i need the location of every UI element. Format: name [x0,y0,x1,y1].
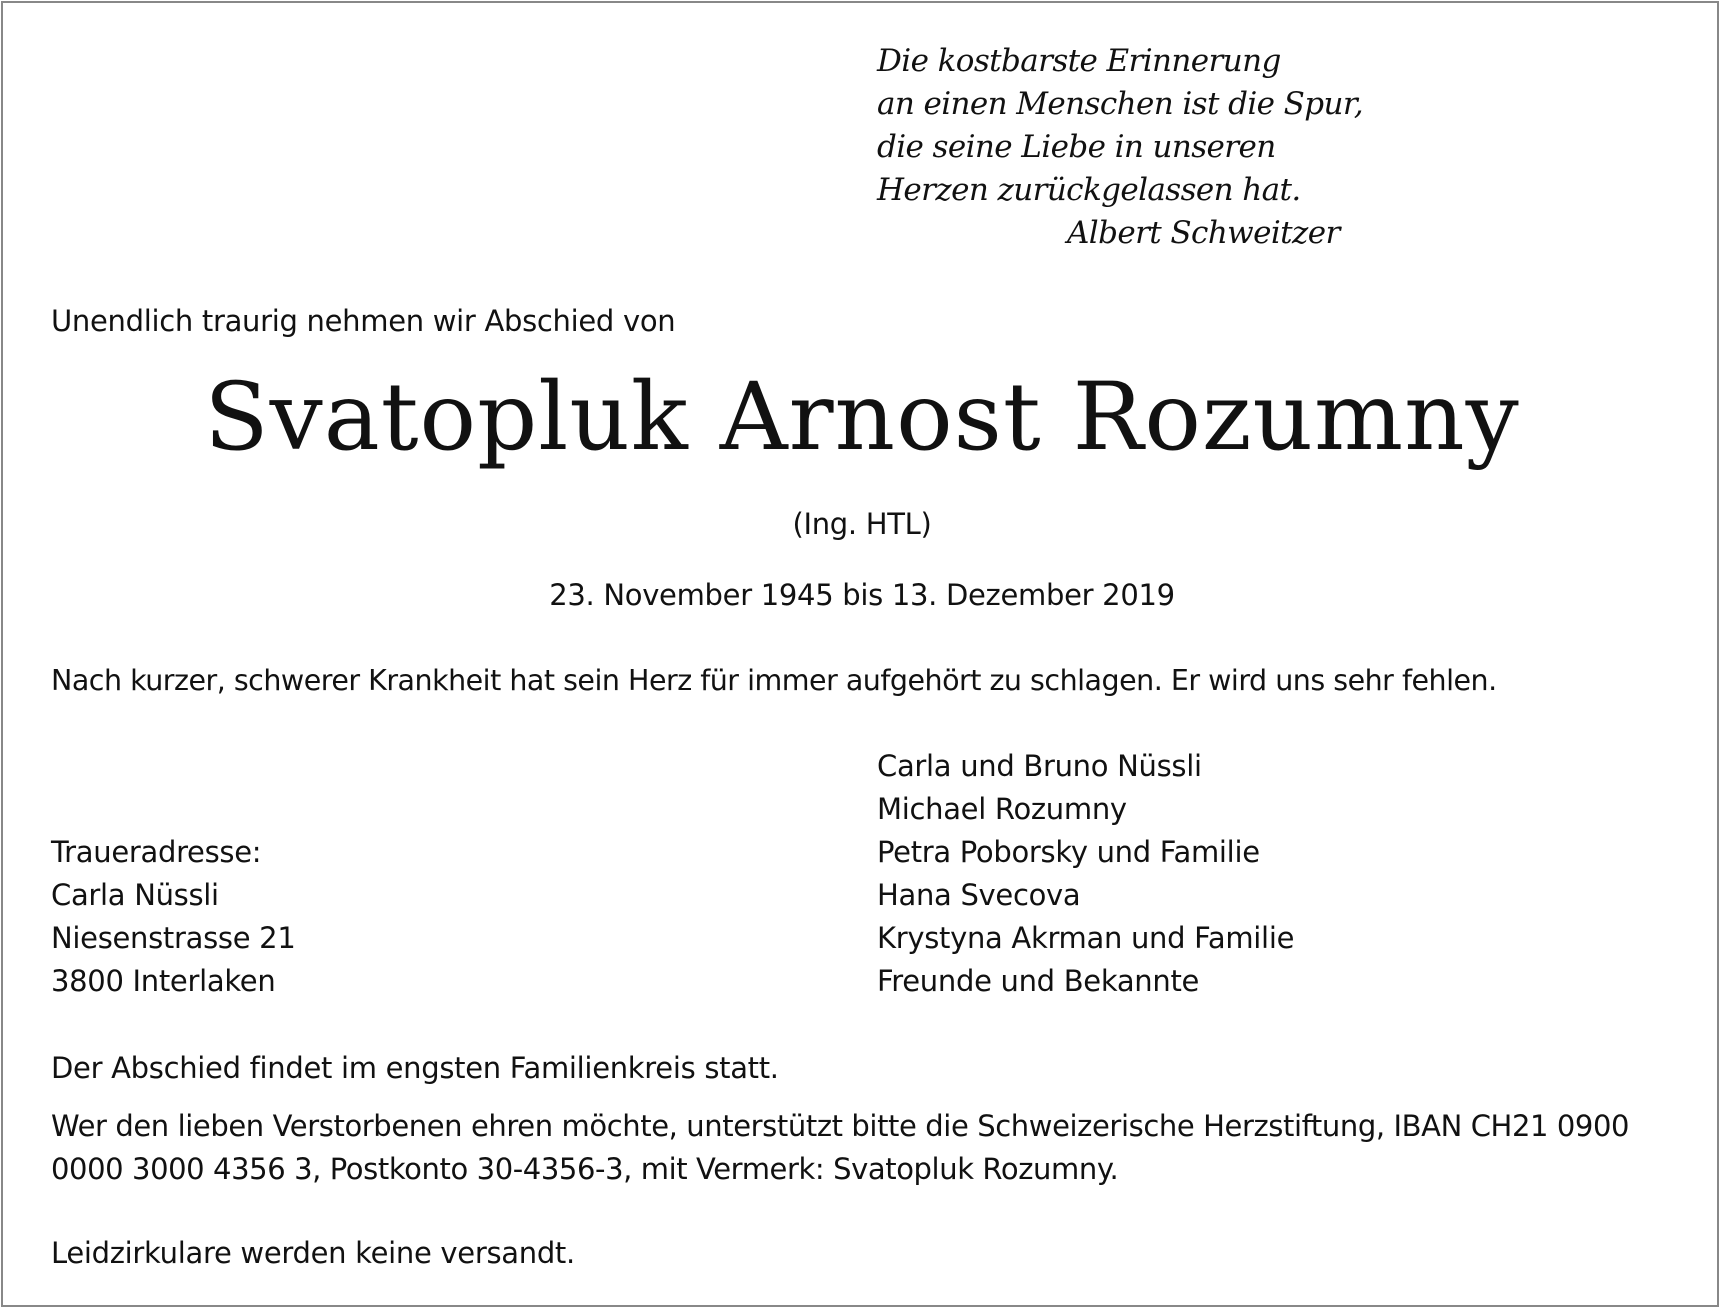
mourner-item: Hana Svecova [877,878,1081,912]
address-line: Carla Nüssli [51,878,219,912]
mourner-item: Freunde und Bekannte [877,964,1200,998]
quote-line: an einen Menschen ist die Spur, [877,86,1363,122]
address-line: Niesenstrasse 21 [51,921,296,955]
mourner-item: Petra Poborsky und Familie [877,835,1260,869]
circulars-text: Leidzirkulare werden keine versandt. [51,1236,575,1270]
mourner-item: Carla und Bruno Nüssli [877,749,1202,783]
farewell-text: Der Abschied findet im engsten Familienkreis statt. [51,1051,779,1085]
quote-block [877,40,1397,255]
quote-author: Albert Schweitzer [1067,215,1340,251]
life-dates: 23. November 1945 bis 13. Dezember 2019 [549,578,1175,612]
deceased-title: (Ing. HTL) [792,507,932,541]
mourners-list [877,745,1294,1003]
quote-line: die seine Liebe in unseren [877,129,1276,165]
mourning-address [51,831,295,1003]
donation-line: Wer den lieben Verstorbenen ehren möchte, unterstützt bitte die Schweizerische Herzstiftung, IBAN CH21 0900 [51,1109,1630,1143]
deceased-name: Svatopluk Arnost Rozumny [204,363,1520,472]
mourner-item: Krystyna Akrman und Familie [877,921,1295,955]
address-line: 3800 Interlaken [51,964,276,998]
donation-line: 0000 3000 4356 3, Postkonto 30-4356-3, mit Vermerk: Svatopluk Rozumny. [51,1152,1119,1186]
quote-line: Herzen zurückgelassen hat. [877,172,1301,208]
illness-text: Nach kurzer, schwerer Krankheit hat sein Herz für immer aufgehört zu schlagen. Er wird uns sehr fehlen. [51,664,1497,697]
intro-text: Unendlich traurig nehmen wir Abschied von [51,304,676,338]
address-label: Traueradresse: [51,835,262,869]
mourner-item: Michael Rozumny [877,792,1127,826]
donation-text [51,1105,1691,1191]
quote-line: Die kostbarste Erinnerung [877,43,1281,79]
